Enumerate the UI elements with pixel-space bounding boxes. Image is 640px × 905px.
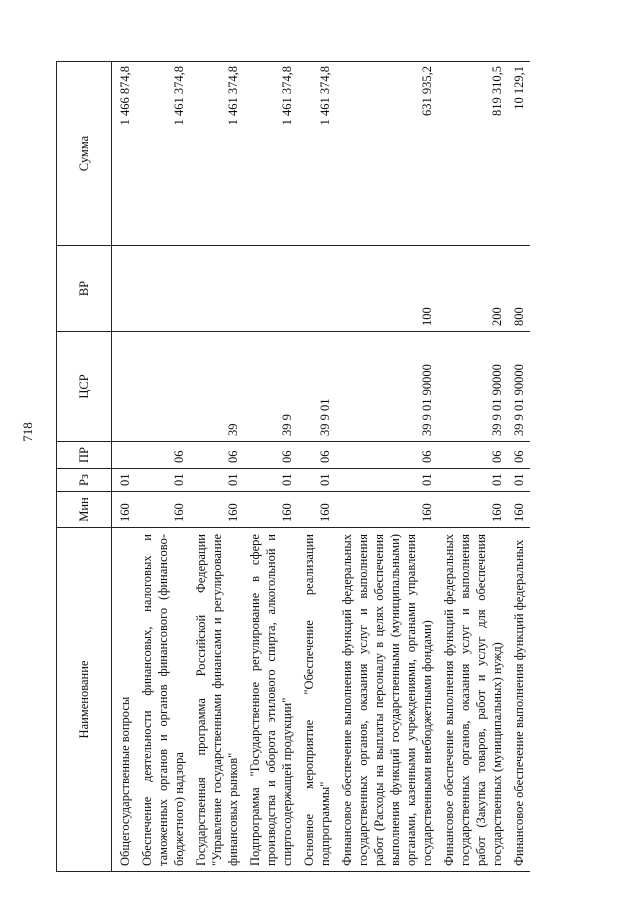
row-name: Общегосударственные вопросы [112, 528, 136, 872]
row-sum: 1 461 374,8 [298, 62, 336, 246]
row-min: 160 [298, 492, 336, 528]
row-csr: 39 9 01 90000 [438, 332, 508, 442]
row-rz: 01 [298, 469, 336, 492]
row-rz: 01 [244, 469, 298, 492]
column-header-rz: Рз [57, 469, 112, 492]
row-csr: 39 9 [244, 332, 298, 442]
row-min: 160 [190, 492, 244, 528]
table-row [112, 62, 136, 872]
row-vr [190, 246, 244, 332]
table-header-row [57, 62, 112, 872]
row-sum: 1 461 374,8 [190, 62, 244, 246]
row-name: Основное мероприятие "Обеспечение реализации подпрограммы" [298, 528, 336, 872]
row-vr: 100 [336, 246, 438, 332]
row-rz: 01 [190, 469, 244, 492]
row-vr [136, 246, 190, 332]
row-rz: 01 [112, 469, 136, 492]
row-sum: 631 935,2 [336, 62, 438, 246]
row-vr [244, 246, 298, 332]
row-rz: 01 [438, 469, 508, 492]
row-vr [112, 246, 136, 332]
table-row [438, 62, 508, 872]
row-sum: 1 461 374,8 [244, 62, 298, 246]
row-min: 160 [508, 492, 530, 528]
row-pr: 06 [244, 442, 298, 469]
row-vr: 200 [438, 246, 508, 332]
row-name: Финансовое обеспечение выполнения функций федеральных государственных органов, оказания услуг и выполнения работ (Расходы на выплаты персоналу в целях обеспечения выполнения функций государственными (муниципальными) органами, казенными учреждениями, органами управления государственными внебюджетными фондами) [336, 528, 438, 872]
table-row [508, 62, 530, 872]
row-pr: 06 [190, 442, 244, 469]
row-csr: 39 9 01 90000 [508, 332, 530, 442]
row-sum: 10 129,1 [508, 62, 530, 246]
row-min: 160 [244, 492, 298, 528]
row-name: Обеспечение деятельности финансовых, налоговых и таможенных органов и органов финансового (финансово-бюджетного) надзора [136, 528, 190, 872]
row-csr [112, 332, 136, 442]
row-csr: 39 [190, 332, 244, 442]
row-name: Подпрограмма "Государственное регулирование в сфере производства и оборота этилового спирта, алкогольной и спиртосодержащей продукции" [244, 528, 298, 872]
row-name: Финансовое обеспечение выполнения функций федеральных государственных органов, оказания услуг и выполнения работ (Закупка товаров, работ и услуг для обеспечения государственных (муниципальных) нужд) [438, 528, 508, 872]
table-row [190, 62, 244, 872]
row-sum: 819 310,5 [438, 62, 508, 246]
row-min: 160 [112, 492, 136, 528]
row-name: Финансовое обеспечение выполнения функций федеральных [508, 528, 530, 872]
row-min: 160 [336, 492, 438, 528]
row-pr: 06 [508, 442, 530, 469]
row-csr: 39 9 01 90000 [336, 332, 438, 442]
column-header-vr: ВР [57, 246, 112, 332]
row-sum: 1 466 874,8 [112, 62, 136, 246]
row-rz: 01 [136, 469, 190, 492]
column-header-pr: ПР [57, 442, 112, 469]
row-vr [298, 246, 336, 332]
row-name: Государственная программа Российской Федерации "Управление государственными финансами и регулирование финансовых рынков" [190, 528, 244, 872]
row-min: 160 [136, 492, 190, 528]
row-vr: 800 [508, 246, 530, 332]
row-csr: 39 9 01 [298, 332, 336, 442]
row-pr [112, 442, 136, 469]
row-rz: 01 [508, 469, 530, 492]
budget-table-container [56, 62, 576, 872]
budget-table [56, 61, 530, 872]
column-header-name: Наименование [57, 528, 112, 872]
row-pr: 06 [438, 442, 508, 469]
row-csr [136, 332, 190, 442]
row-pr: 06 [298, 442, 336, 469]
table-row [298, 62, 336, 872]
table-row [244, 62, 298, 872]
row-min: 160 [438, 492, 508, 528]
table-row [136, 62, 190, 872]
column-header-min: Мин [57, 492, 112, 528]
row-pr: 06 [136, 442, 190, 469]
row-sum: 1 461 374,8 [136, 62, 190, 246]
table-row [336, 62, 438, 872]
page-number: 718 [20, 422, 35, 442]
column-header-sum: Сумма [57, 62, 112, 246]
row-rz: 01 [336, 469, 438, 492]
row-pr: 06 [336, 442, 438, 469]
column-header-csr: ЦСР [57, 332, 112, 442]
